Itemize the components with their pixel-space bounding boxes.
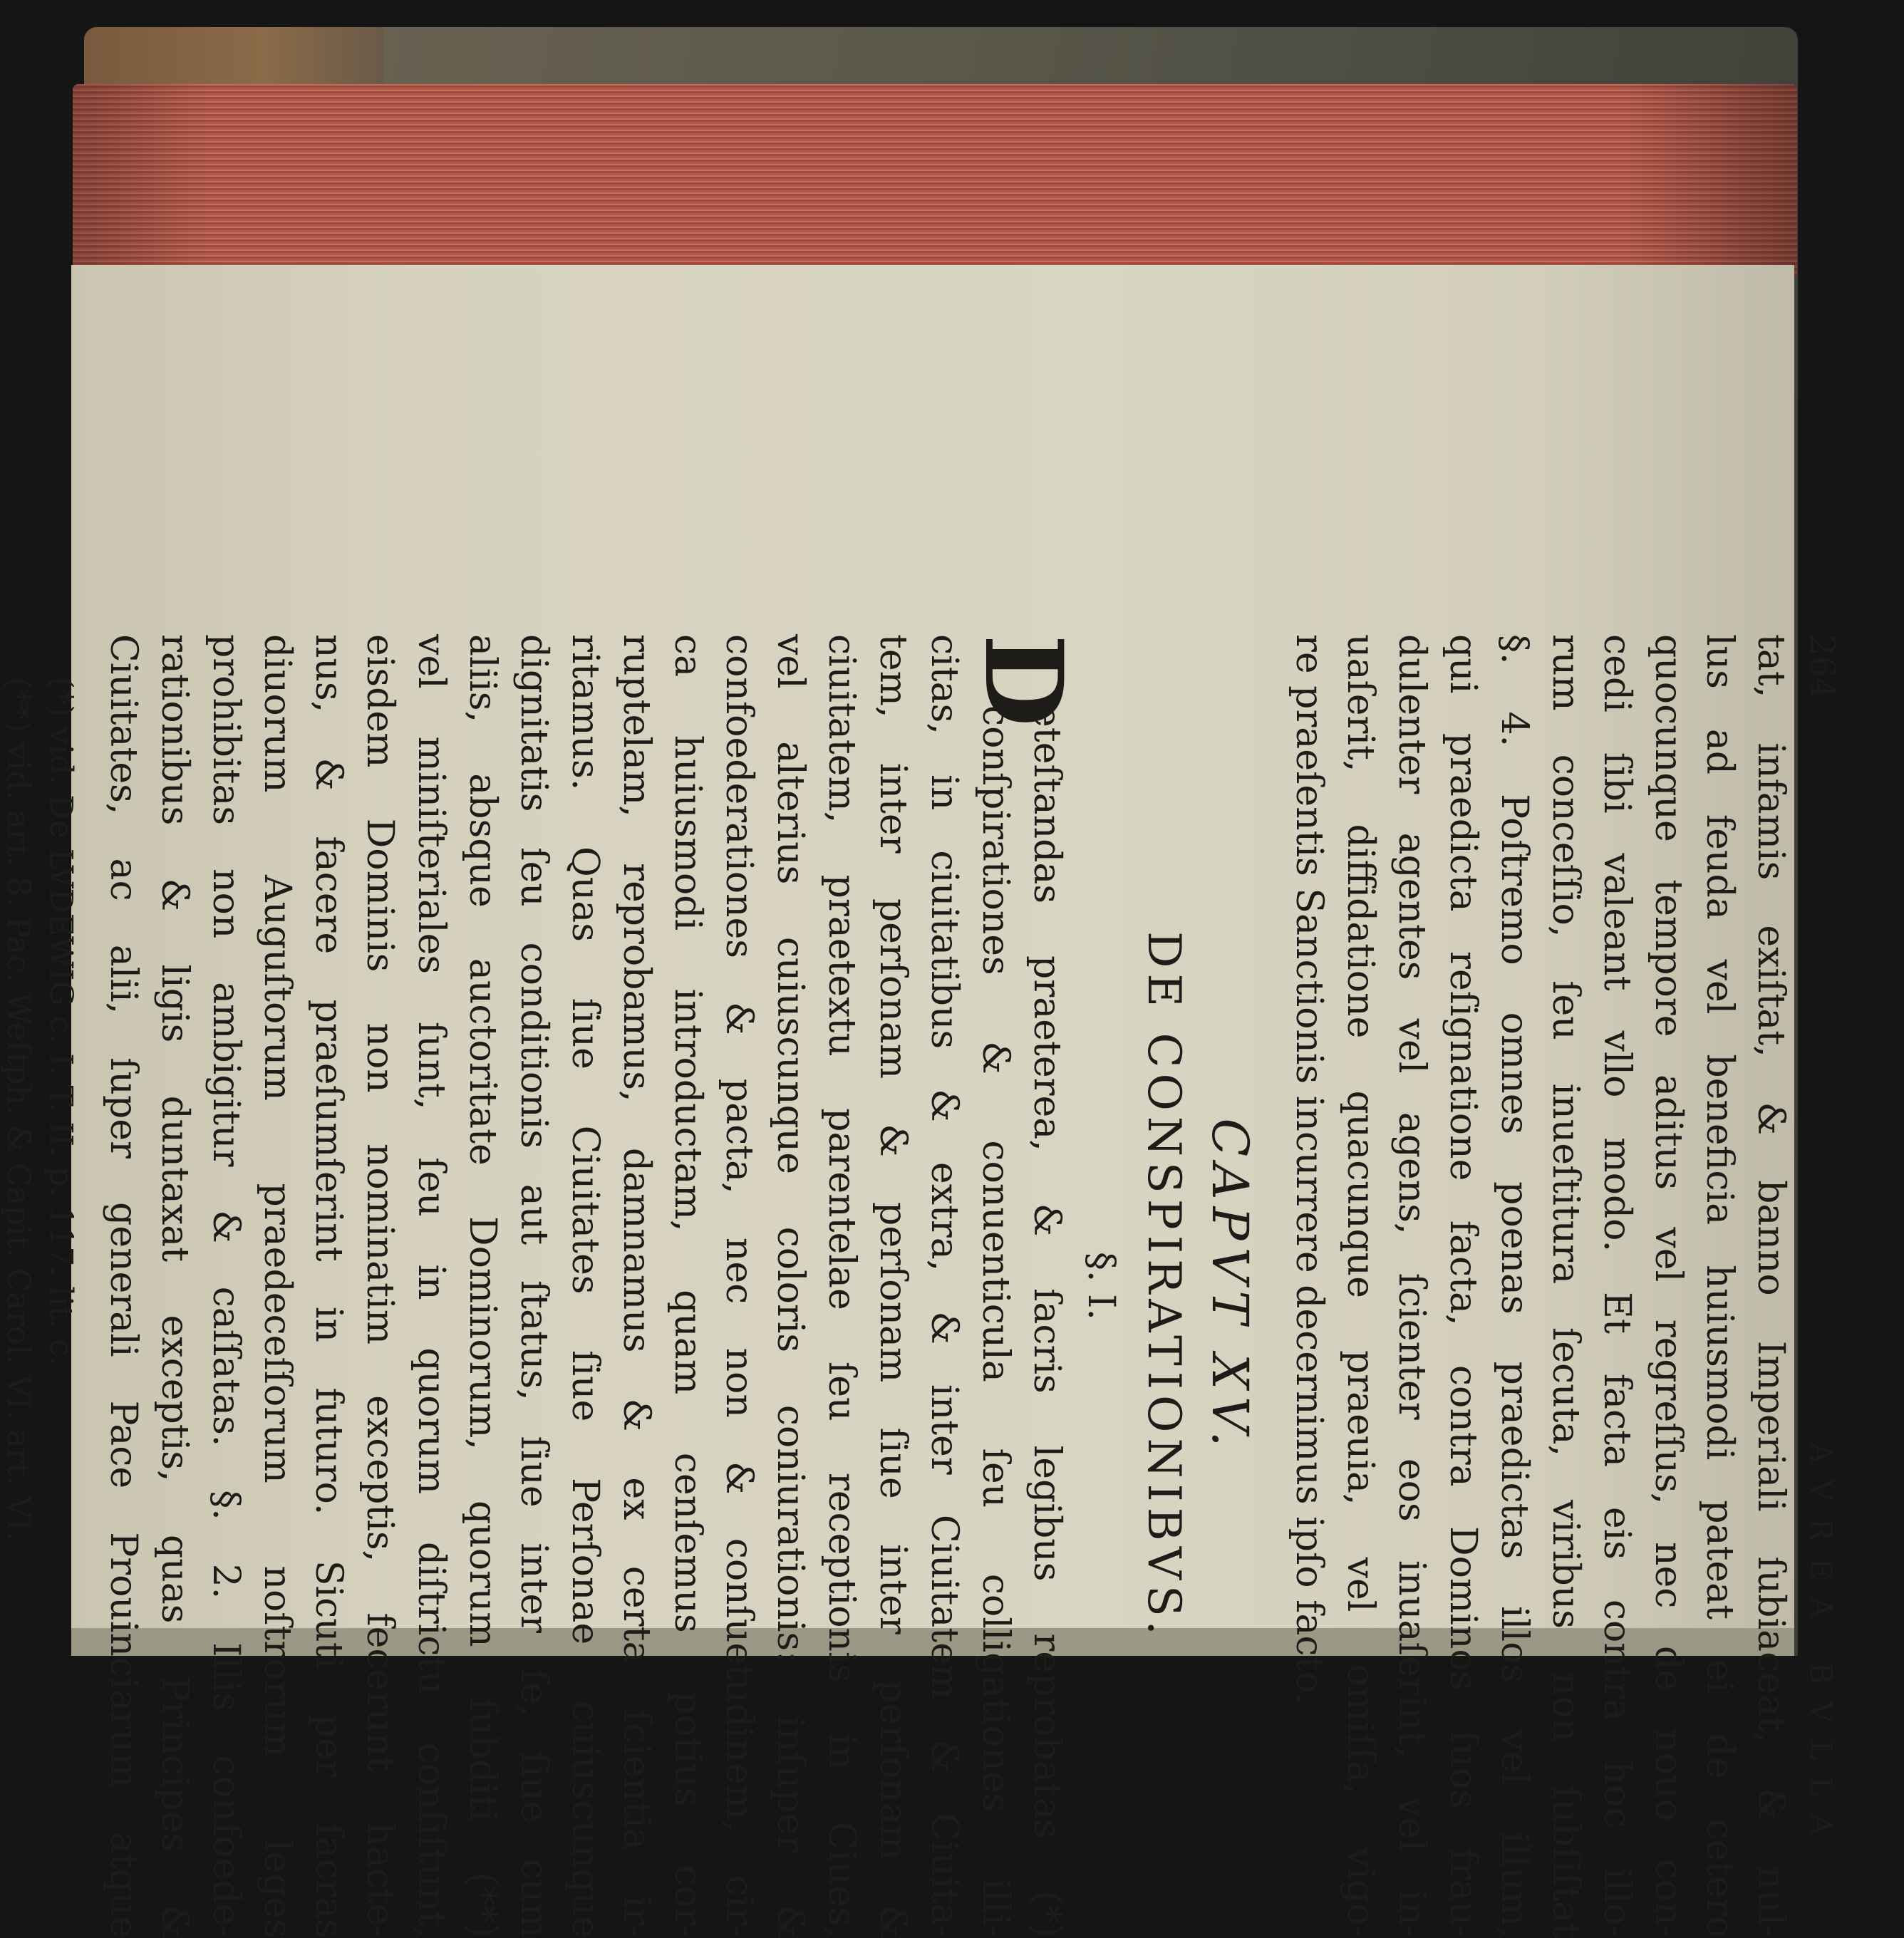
text-line: rum conceſſio, ſeu inueſtitura ſecuta, viribus non ſubſiſtat [1544, 634, 1587, 1938]
text-line: dignitatis ſeu conditionis aut ſtatus, ſiue inter ſe, ſiue cum [512, 634, 555, 1938]
text-line: nus, & facere praeſumſerint in futuro. Sicuti per ſacras [307, 634, 350, 1938]
text-line: confoederationes & pacta, nec non & conſuetudinem, cir- [718, 634, 760, 1938]
top-paragraph [1283, 634, 1796, 1938]
text-line: ritamus. Quas ſiue Ciuitates ſiue Perſonae cuiuscunque [564, 634, 606, 1938]
text-line: rationibus & ligis duntaxat exceptis, quas Principes & [153, 634, 196, 1938]
running-head: AVREA BVLLA [1804, 1442, 1838, 1852]
text-line: eisdem Dominis non nominatim exceptis, fecerunt hacte- [358, 634, 401, 1938]
text-line: eteſtandas praeterea, & ſacris legibus reprobatas (*) [1025, 705, 1068, 1938]
text-line: vel miniſteriales ſunt, ſeu in quorum diſtrictu conſiſtunt, [410, 634, 452, 1938]
text-line: qui praedicta reſignatione facta, contra Dominos ſuos frau- [1442, 634, 1484, 1938]
footnote: (**) vid. art. 8. Pac. Weſtph. & Capit. Carol. VI. art. VI. [0, 677, 36, 1541]
text-line: aliis, absque auctoritate Dominorum, quorum ſubditi (**) [461, 634, 504, 1938]
text-line: ca huiusmodi introductam, quam cenſemus potius cor- [666, 634, 709, 1938]
page-header [1796, 634, 1842, 1938]
page-edges [73, 84, 1797, 278]
main-paragraph [98, 634, 1086, 1938]
page-text-block [0, 634, 1842, 1938]
text-line: ciuitatem, praetextu parentelae ſeu receptionis in Ciues, [820, 634, 863, 1938]
text-line: vel alterius cuiuscunque coloris coniurationis: inſuper & [769, 634, 812, 1938]
chapter-title: DE CONSPIRATIONIBVS. [1137, 931, 1190, 1641]
footnotes [0, 634, 82, 1938]
text-line: tem, inter perſonam & perſonam ſiue inter perſonam & [871, 634, 914, 1938]
text-line: §. 4. Poſtremo omnes poenas praedictas illos vel illum, [1493, 634, 1536, 1938]
text-line: tat, infamis exiſtat, & banno Imperiali ſubiaceat, & nul- [1749, 634, 1792, 1938]
page-number: 264 [1802, 634, 1842, 700]
section-marker: §. I. [1080, 1251, 1122, 1321]
text-line: lus ad feuda vel beneficia huiusmodi pateat ei de cetero [1698, 634, 1741, 1938]
chapter-number: CAPVT XV. [1201, 1118, 1259, 1454]
text-line: dulenter agentes vel agens, ſcienter eos inuaſerint, vel in- [1390, 634, 1433, 1938]
text-line: diuorum Auguſtorum praedeceſſorum noſtrorum leges [256, 634, 299, 1938]
text-line: cedi ſibi valeant vllo modo. Et facta eis contra hoc illo- [1595, 634, 1638, 1938]
text-line: prohibitas non ambigitur & caſſatas. §. 2. Illis confoede- [205, 634, 247, 1938]
text-line: quocunque tempore aditus vel regreſſus, nec de nouo con- [1647, 634, 1690, 1938]
text-line: conſpirationes & conuenticula ſeu colligationes illi- [974, 705, 1017, 1938]
text-line: Ciuitates, ac alii, ſuper generali Pace Prouinciarum atque [102, 634, 145, 1938]
drop-cap: D [961, 634, 1086, 727]
text-line: re praeſentis Sanctionis incurrere decernimus ipſo facto. [1288, 634, 1330, 1705]
text-line: uaſerit, diffidatione quacunque praeuia, vel omiſſa, vigo- [1339, 634, 1382, 1938]
book-cover-corner [84, 27, 383, 84]
footnote: (*) vid. De LVDEWIG c. I. T. II. p. 117. lit. c. [43, 677, 79, 1367]
text-line: ruptelam, reprobamus, damnamus & ex certa ſcientia ir- [615, 634, 658, 1938]
text-line: citas, in ciuitatibus & extra, & inter Ciuitatem & Ciuita- [923, 634, 966, 1938]
